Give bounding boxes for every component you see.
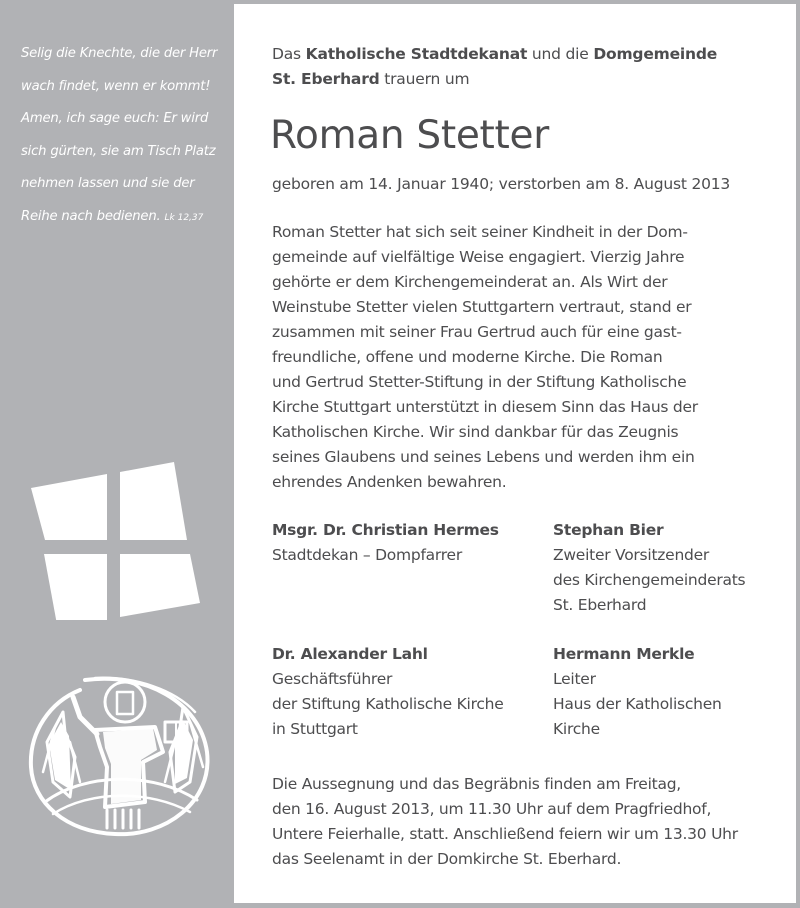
quote-line: Amen, ich sage euch: Er wird (21, 111, 209, 126)
intro-part: trauern um (379, 70, 470, 88)
quote-line: nehmen lassen und sie der (21, 176, 195, 191)
signatory-title: Stadtdekan – Dompfarrer (272, 546, 462, 564)
intro-part: Das (272, 45, 306, 63)
sidebar (0, 0, 234, 908)
intro-part: und die (527, 45, 594, 63)
signatory-name: Stephan Bier (553, 521, 664, 539)
quote-line-last (21, 201, 231, 235)
signatory-title: St. Eberhard (553, 596, 647, 614)
org-st-eberhard: St. Eberhard (272, 70, 380, 88)
signatory-title: Haus der Katholischen (553, 695, 722, 713)
signatory-title: Leiter (553, 670, 596, 688)
signatory-title: des Kirchengemeinderats (553, 571, 746, 589)
tribute-line: Kirche Stuttgart unterstützt in diesem Sinn das Haus der (272, 398, 698, 416)
life-dates: geboren am 14. Januar 1940; verstorben am 8. August 2013 (272, 175, 731, 193)
org-stadtdekanat: Katholische Stadtdekanat (305, 45, 528, 63)
obituary-panel (234, 4, 796, 903)
service-line: das Seelenamt in der Domkirche St. Eberhard. (272, 850, 622, 868)
deceased-name: Roman Stetter (270, 113, 549, 158)
tribute-line: ehrendes Andenken bewahren. (272, 473, 507, 491)
quote-line: wach findet, wenn er kommt! (21, 78, 211, 94)
bible-quote (21, 38, 231, 234)
tribute-line: gemeinde auf vielfältige Weise engagiert. Vierzig Jahre (272, 248, 685, 266)
signatory-lahl (272, 642, 503, 742)
signatory-name: Msgr. Dr. Christian Hermes (272, 521, 499, 539)
quote-line: Selig die Knechte, die der Herr (21, 46, 218, 61)
tribute-line: und Gertrud Stetter-Stiftung in der Stiftung Katholische (272, 373, 687, 391)
service-line: Untere Feierhalle, statt. Anschließend feiern wir um 13.30 Uhr (272, 825, 738, 843)
christ-seal-icon (25, 672, 215, 842)
funeral-service-info (272, 772, 792, 872)
signatory-hermes (272, 518, 499, 568)
signatory-title: Kirche (553, 720, 600, 738)
tribute-line: zusammen mit seiner Frau Gertrud auch für eine gast- (272, 323, 682, 341)
quote-line: sich gürten, sie am Tisch Platz (21, 143, 216, 159)
service-line: Die Aussegnung und das Begräbnis finden am Freitag, (272, 775, 681, 793)
service-line: den 16. August 2013, um 11.30 Uhr auf dem Pragfriedhof, (272, 800, 712, 818)
window-cross-icon (28, 450, 208, 620)
quote-line: Reihe nach bedienen. (21, 208, 161, 224)
tribute-line: freundliche, offene und moderne Kirche. Die Roman (272, 348, 663, 366)
tribute-line: Roman Stetter hat sich seit seiner Kindheit in der Dom- (272, 223, 688, 241)
signatory-merkle (553, 642, 722, 742)
tribute-line: Katholischen Kirche. Wir sind dankbar für das Zeugnis (272, 423, 679, 441)
signatory-title: in Stuttgart (272, 720, 358, 738)
intro-text (272, 42, 772, 92)
org-domgemeinde: Domgemeinde (593, 45, 718, 63)
quote-reference: Lk 12,37 (164, 212, 204, 223)
signatory-name: Dr. Alexander Lahl (272, 645, 428, 663)
tribute-line: gehörte er dem Kirchengemeinderat an. Als Wirt der (272, 273, 668, 291)
tribute-line: Weinstube Stetter vielen Stuttgartern vertraut, stand er (272, 298, 692, 316)
signatory-title: Geschäftsführer (272, 670, 393, 688)
signatory-name: Hermann Merkle (553, 645, 695, 663)
signatory-title: der Stiftung Katholische Kirche (272, 695, 504, 713)
tribute-line: seines Glaubens und seines Lebens und werden ihm ein (272, 448, 695, 466)
tribute-text (272, 220, 782, 495)
signatory-bier (553, 518, 745, 618)
signatory-title: Zweiter Vorsitzender (553, 546, 710, 564)
